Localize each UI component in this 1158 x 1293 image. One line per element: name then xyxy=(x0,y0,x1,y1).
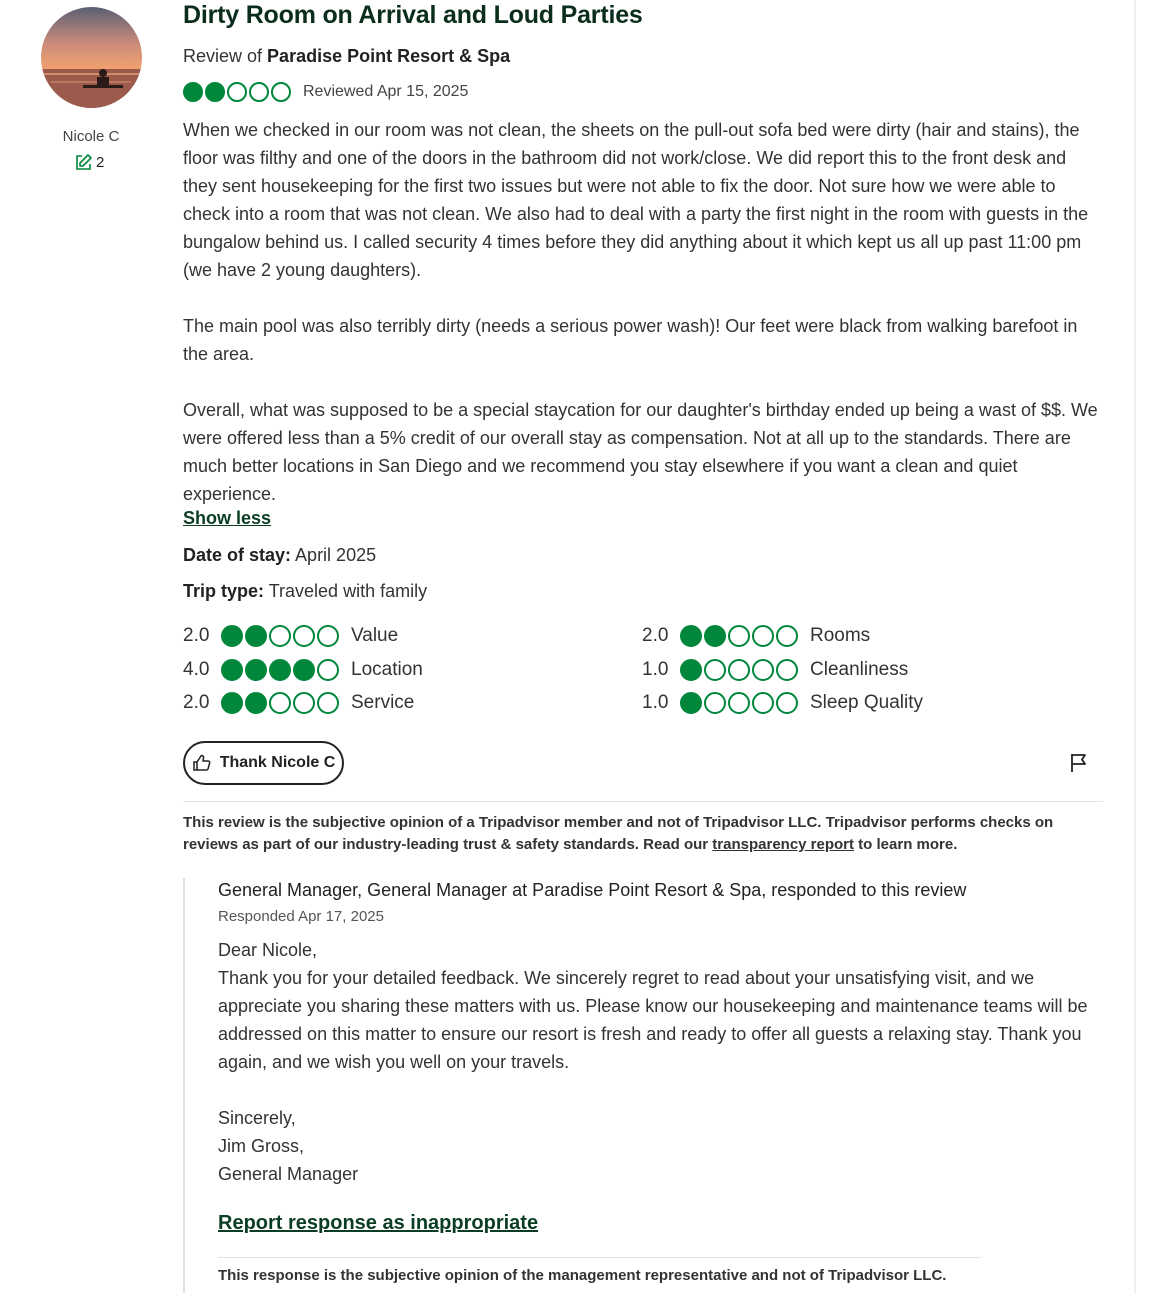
review-disclaimer xyxy=(183,812,1098,856)
sub-rating-label: Value xyxy=(351,625,399,646)
empty-bubble xyxy=(227,82,247,102)
sub-rating-service xyxy=(183,692,414,714)
management-response xyxy=(183,878,1105,1293)
date-of-stay-value: April 2025 xyxy=(295,545,377,565)
response-signoff: Sincerely, xyxy=(218,1108,296,1128)
response-signer: Jim Gross, xyxy=(218,1136,305,1156)
sub-rating-location xyxy=(183,659,423,681)
trip-type-value: Traveled with family xyxy=(268,581,428,601)
hotel-name-link[interactable]: Paradise Point Resort & Spa xyxy=(267,46,511,66)
transparency-report-link[interactable]: transparency report xyxy=(712,836,855,853)
sub-rating-bubbles xyxy=(221,692,339,714)
show-less-link[interactable]: Show less xyxy=(183,508,272,528)
sub-rating-bubbles xyxy=(680,692,798,714)
sub-rating-score: 2.0 xyxy=(642,625,669,646)
thank-button-label: Thank Nicole C xyxy=(219,754,336,771)
review-of-prefix: Review of xyxy=(183,46,263,66)
empty-bubble xyxy=(728,625,750,647)
filled-bubble xyxy=(221,625,243,647)
empty-bubble xyxy=(776,692,798,714)
empty-bubble xyxy=(704,692,726,714)
sub-rating-rooms xyxy=(642,625,870,647)
response-date: Responded Apr 17, 2025 xyxy=(218,908,384,925)
disclaimer-text: This review is the subjective opinion of a Tripadvisor member and not of Tripadvisor LLC. Tripadvisor performs checks on reviews as part of our industry-leading trust & safety standards. Read our xyxy=(183,814,1054,853)
disclaimer-tail: to learn more. xyxy=(854,836,958,853)
edit-icon xyxy=(74,153,93,172)
filled-bubble xyxy=(245,692,267,714)
review-body xyxy=(183,116,1098,508)
sub-rating-label: Service xyxy=(351,692,415,713)
sub-rating-label: Rooms xyxy=(810,625,871,646)
filled-bubble xyxy=(205,82,225,102)
review-paragraph: The main pool was also terribly dirty (needs a serious power wash)! Our feet were black from walking barefoot in the area. xyxy=(183,316,1078,364)
filled-bubble xyxy=(680,625,702,647)
empty-bubble xyxy=(269,692,291,714)
sub-rating-cleanliness xyxy=(642,659,908,681)
sub-rating-sleep-quality xyxy=(642,692,923,714)
avatar[interactable] xyxy=(41,7,142,108)
filled-bubble xyxy=(245,625,267,647)
empty-bubble xyxy=(752,625,774,647)
filled-bubble xyxy=(680,659,702,681)
sub-rating-score: 1.0 xyxy=(642,659,669,680)
empty-bubble xyxy=(776,659,798,681)
review-title[interactable]: Dirty Room on Arrival and Loud Parties xyxy=(183,1,643,29)
empty-bubble xyxy=(269,625,291,647)
response-title: General Manager, General Manager at Paradise Point Resort & Spa, responded to this review xyxy=(218,880,967,900)
filled-bubble xyxy=(221,692,243,714)
sub-rating-label: Cleanliness xyxy=(810,659,909,680)
sub-rating-score: 4.0 xyxy=(183,659,210,680)
empty-bubble xyxy=(728,692,750,714)
filled-bubble xyxy=(269,659,291,681)
sub-rating-bubbles xyxy=(221,625,339,647)
report-response-link[interactable]: Report response as inappropriate xyxy=(218,1212,539,1234)
empty-bubble xyxy=(776,625,798,647)
sub-rating-score: 2.0 xyxy=(183,625,210,646)
thank-reviewer-button[interactable] xyxy=(183,741,344,785)
sub-rating-bubbles xyxy=(680,659,798,681)
empty-bubble xyxy=(317,625,339,647)
overall-rating xyxy=(183,82,468,102)
thumbs-up-icon xyxy=(192,753,212,773)
empty-bubble xyxy=(728,659,750,681)
contributions-value: 2 xyxy=(96,154,105,171)
filled-bubble xyxy=(183,82,203,102)
review-of-line xyxy=(183,46,510,67)
empty-bubble xyxy=(752,692,774,714)
filled-bubble xyxy=(293,659,315,681)
empty-bubble xyxy=(317,692,339,714)
contributions-count xyxy=(74,153,104,172)
date-of-stay xyxy=(183,545,376,566)
filled-bubble xyxy=(221,659,243,681)
trip-type xyxy=(183,581,427,602)
empty-bubble xyxy=(293,692,315,714)
sub-rating-label: Sleep Quality xyxy=(810,692,924,713)
response-signer-title: General Manager xyxy=(218,1164,359,1184)
sub-rating-bubbles xyxy=(221,659,339,681)
sub-rating-bubbles xyxy=(680,625,798,647)
date-of-stay-label: Date of stay: xyxy=(183,545,292,565)
review-paragraph: Overall, what was supposed to be a special staycation for our daughter's birthday ended up being a wast of $$. We were offered less than a 5% credit of our overall stay as compensation. Not at all up to the standards. There are much better locations in San Diego and we recommend you stay elsewhere if you want a clean and quiet experience. xyxy=(183,400,1098,504)
response-divider xyxy=(218,1257,981,1258)
response-paragraph: Thank you for your detailed feedback. We sincerely regret to read about your unsatisfying visit, and we appreciate you sharing these matters with us. Please know our housekeeping and maintenance teams will be addressed on this matter to ensure our resort is fresh and ready to offer all guests a relaxing stay. Thank you again, and we wish you well on your travels. xyxy=(218,968,1088,1072)
page-right-border xyxy=(1134,0,1136,1293)
divider xyxy=(183,801,1103,802)
sub-rating-label: Location xyxy=(351,659,423,680)
response-disclaimer: This response is the subjective opinion of the management representative and not of Tripadvisor LLC. xyxy=(218,1267,947,1284)
review-paragraph: When we checked in our room was not clean, the sheets on the pull-out sofa bed were dirty (hair and stains), the floor was filthy and one of the doors in the bathroom did not work/close. We did report this to the front desk and they sent housekeeping for the first two issues but were not able to fix the door. Not sure how we were able to check into a room that was not clean. We also had to deal with a party the first night in the room with guests in the bungalow behind us. I called security 4 times before they did anything about it which kept us all up past 11:00 pm (we have 2 young daughters). xyxy=(183,120,1089,280)
empty-bubble xyxy=(249,82,269,102)
response-body xyxy=(218,936,1103,1188)
sub-rating-score: 1.0 xyxy=(642,692,669,713)
response-greeting: Dear Nicole, xyxy=(218,940,318,960)
filled-bubble xyxy=(245,659,267,681)
trip-type-label: Trip type: xyxy=(183,581,265,601)
empty-bubble xyxy=(704,659,726,681)
empty-bubble xyxy=(317,659,339,681)
reviewed-date: Reviewed Apr 15, 2025 xyxy=(303,83,469,100)
filled-bubble xyxy=(680,692,702,714)
filled-bubble xyxy=(704,625,726,647)
sub-rating-value xyxy=(183,625,398,647)
sunset-kayak-avatar-icon xyxy=(41,7,142,108)
overall-bubble-rating xyxy=(183,82,291,102)
flag-icon[interactable] xyxy=(1069,752,1089,774)
empty-bubble xyxy=(293,625,315,647)
empty-bubble xyxy=(752,659,774,681)
empty-bubble xyxy=(271,82,291,102)
author-name[interactable]: Nicole C xyxy=(62,128,120,145)
sub-rating-score: 2.0 xyxy=(183,692,210,713)
